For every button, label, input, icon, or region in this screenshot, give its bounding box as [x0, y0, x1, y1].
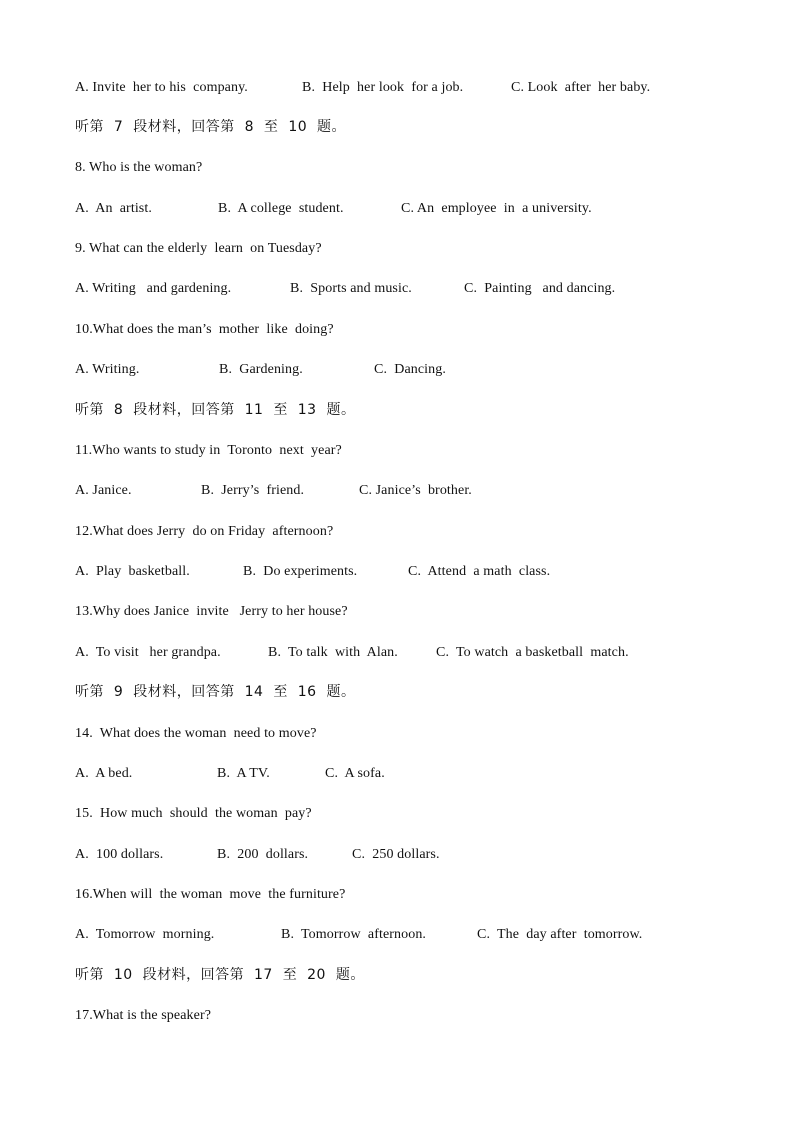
q15-option-b: B. 200 dollars.	[217, 847, 309, 862]
question-12: 12.What does Jerry do on Friday afternoon?	[75, 524, 334, 539]
q15-option-c: C. 250 dollars.	[352, 847, 440, 862]
q13-option-b: B. To talk with Alan.	[268, 645, 398, 660]
q9-option-c: C. Painting and dancing.	[464, 281, 616, 296]
question-15: 15. How much should the woman pay?	[75, 806, 312, 821]
q8-option-b: B. A college student.	[218, 201, 344, 216]
q11-option-c: C. Janice’s brother.	[359, 483, 472, 498]
q10-option-b: B. Gardening.	[219, 362, 303, 377]
q9-option-b: B. Sports and music.	[290, 281, 412, 296]
q15-option-a: A. 100 dollars.	[75, 847, 164, 862]
q12-option-a: A. Play basketball.	[75, 564, 190, 579]
section-heading-7: 听第 7 段材料，回答第 8 至 10 题。	[75, 119, 347, 135]
q16-option-b: B. Tomorrow afternoon.	[281, 927, 427, 942]
q10-option-a: A. Writing.	[75, 362, 140, 377]
q14-option-a: A. A bed.	[75, 766, 133, 781]
q16-option-c: C. The day after tomorrow.	[477, 927, 643, 942]
q14-option-b: B. A TV.	[217, 766, 270, 781]
question-17: 17.What is the speaker?	[75, 1008, 212, 1023]
question-13: 13.Why does Janice invite Jerry to her house?	[75, 604, 348, 619]
q8-option-c: C. An employee in a university.	[401, 201, 592, 216]
question-8: 8. Who is the woman?	[75, 160, 203, 175]
q11-option-b: B. Jerry’s friend.	[201, 483, 305, 498]
q12-option-b: B. Do experiments.	[243, 564, 358, 579]
q9-option-a: A. Writing and gardening.	[75, 281, 232, 296]
q7-option-b: B. Help her look for a job.	[302, 80, 464, 95]
q8-option-a: A. An artist.	[75, 201, 152, 216]
q16-option-a: A. Tomorrow morning.	[75, 927, 215, 942]
section-heading-8: 听第 8 段材料，回答第 11 至 13 题。	[75, 402, 356, 418]
section-heading-10: 听第 10 段材料，回答第 17 至 20 题。	[75, 967, 365, 983]
q7-option-a: A. Invite her to his company.	[75, 80, 248, 95]
q10-option-c: C. Dancing.	[374, 362, 446, 377]
question-16: 16.When will the woman move the furniture?	[75, 887, 346, 902]
section-heading-9: 听第 9 段材料，回答第 14 至 16 题。	[75, 684, 356, 700]
question-9: 9. What can the elderly learn on Tuesday?	[75, 241, 322, 256]
q13-option-c: C. To watch a basketball match.	[436, 645, 629, 660]
q7-option-c: C. Look after her baby.	[511, 80, 651, 95]
question-10: 10.What does the man’s mother like doing?	[75, 322, 334, 337]
q12-option-c: C. Attend a math class.	[408, 564, 551, 579]
question-11: 11.Who wants to study in Toronto next year?	[75, 443, 342, 458]
question-14: 14. What does the woman need to move?	[75, 726, 317, 741]
q11-option-a: A. Janice.	[75, 483, 132, 498]
q13-option-a: A. To visit her grandpa.	[75, 645, 221, 660]
q14-option-c: C. A sofa.	[325, 766, 385, 781]
